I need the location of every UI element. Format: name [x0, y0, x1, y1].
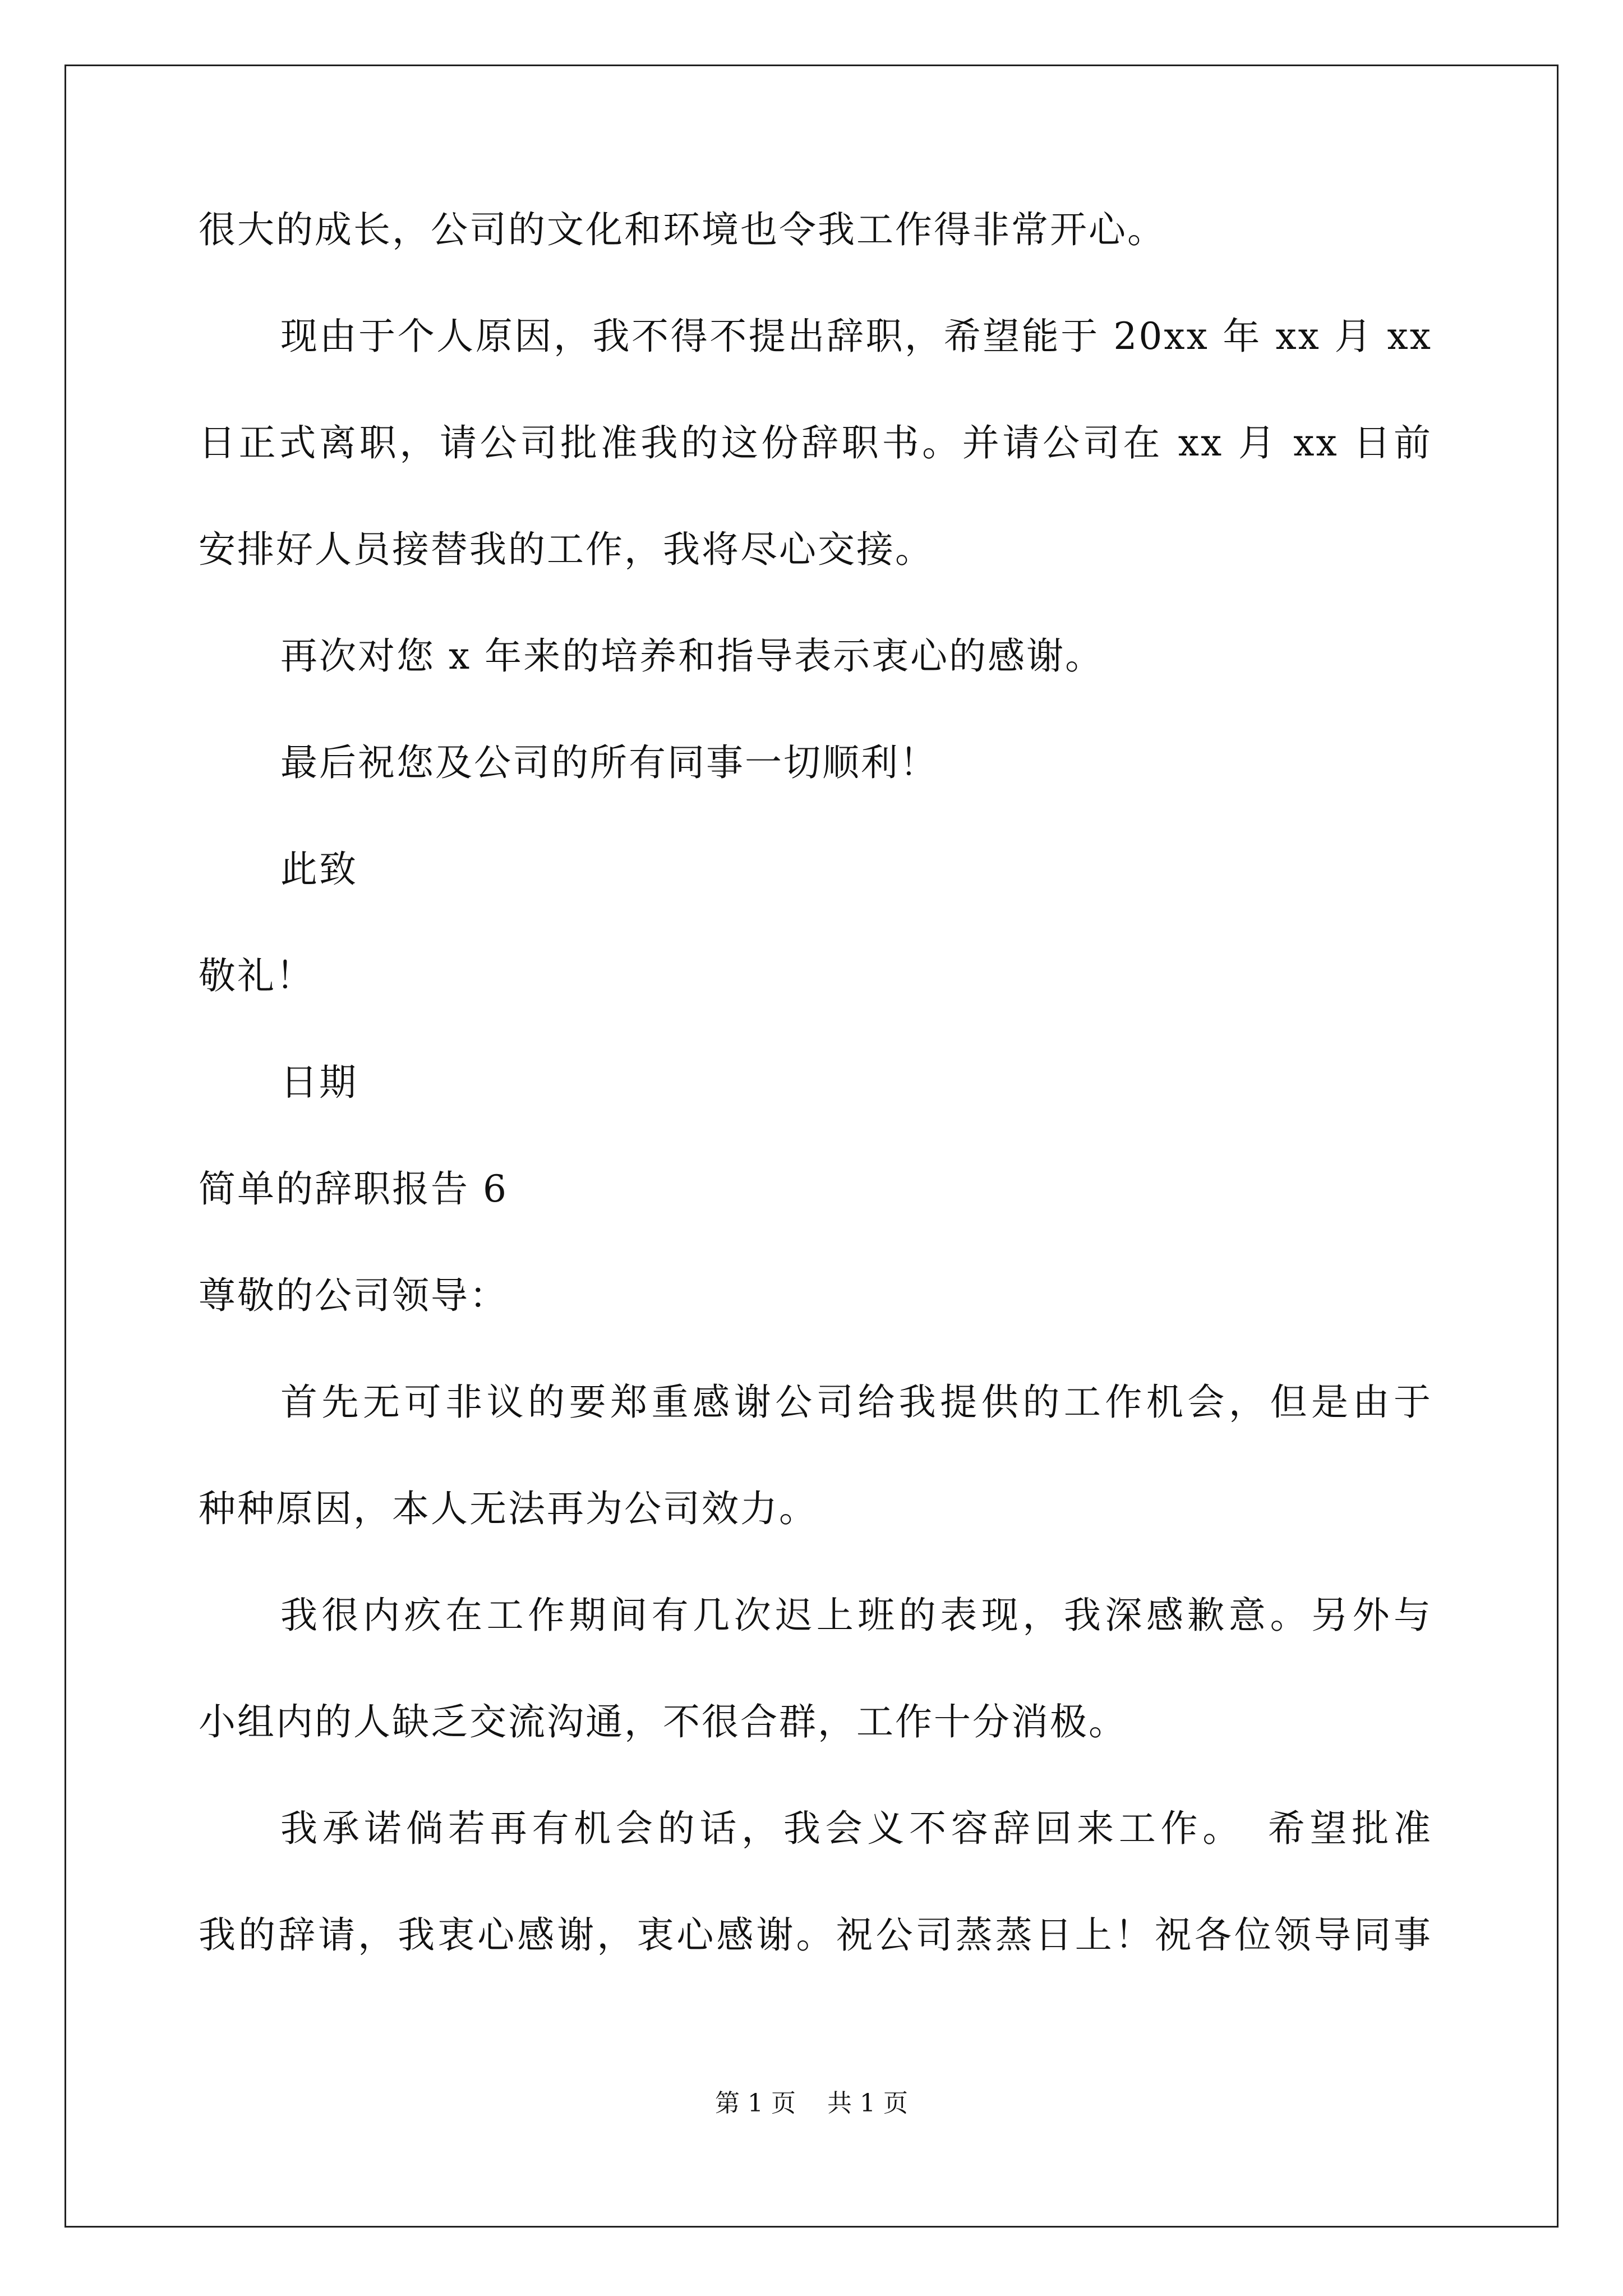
- paragraph-line: 很大的成长，公司的文化和环境也令我工作得非常开心。: [199, 208, 1166, 251]
- closing-salutation: 此致: [280, 848, 358, 891]
- paragraph-line: 我承诺倘若再有机会的话，我会义不容辞回来工作。 希望批准: [280, 1807, 1432, 1850]
- paragraph-line: 我很内疚在工作期间有几次迟上班的表现，我深感歉意。另外与: [280, 1594, 1432, 1637]
- paragraph-line: 日正式离职，请公司批准我的这份辞职书。并请公司在 xx 月 xx 日前: [199, 421, 1432, 464]
- paragraph-line: 最后祝您及公司的所有同事一切顺利！: [280, 741, 938, 784]
- paragraph-line: 再次对您 x 年来的培养和指导表示衷心的感谢。: [280, 634, 1104, 678]
- page-total: 共 1 页: [827, 2089, 908, 2118]
- paragraph-line: 现由于个人原因，我不得不提出辞职，希望能于 20xx 年 xx 月 xx: [280, 315, 1432, 358]
- section-title: 简单的辞职报告 6: [199, 1167, 508, 1211]
- paragraph-line: 小组内的人缺乏交流沟通，不很合群，工作十分消极。: [199, 1700, 1127, 1743]
- closing-respect: 敬礼！: [199, 954, 315, 997]
- date-line: 日期: [280, 1061, 358, 1104]
- paragraph-line: 首先无可非议的要郑重感谢公司给我提供的工作机会，但是由于: [280, 1381, 1432, 1424]
- paragraph-line: 我的辞请，我衷心感谢，衷心感谢。祝公司蒸蒸日上！祝各位领导同事: [199, 1913, 1432, 1957]
- page-footer: [0, 2087, 1623, 2120]
- greeting-line: 尊敬的公司领导：: [199, 1274, 508, 1317]
- page-border: [64, 65, 1559, 2228]
- paragraph-line: 种种原因，本人无法再为公司效力。: [199, 1487, 818, 1530]
- page-number: 第 1 页: [715, 2089, 796, 2118]
- paragraph-line: 安排好人员接替我的工作，我将尽心交接。: [199, 528, 934, 571]
